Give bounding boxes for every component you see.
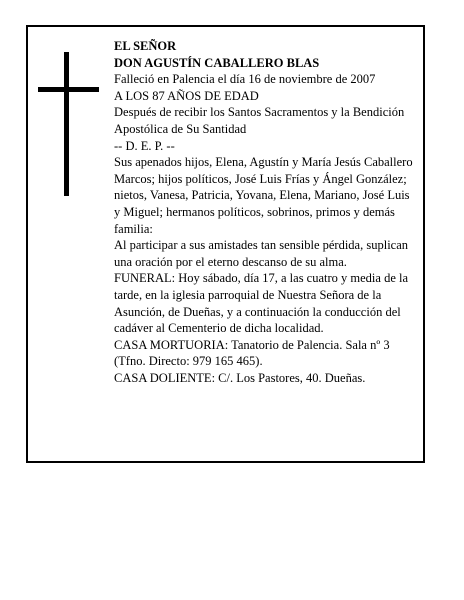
mourning-home-info: CASA DOLIENTE: C/. Los Pastores, 40. Dueñas. (114, 370, 366, 385)
cross-horizontal-bar (38, 87, 99, 92)
death-date-place: Falleció en Palencia el día 16 de noviembre de 2007 (114, 72, 376, 87)
rip-line: -- D. E. P. -- (114, 138, 175, 153)
mortuary-info: CASA MORTUORIA: Tanatorio de Palencia. Sala nº 3 (Tfno. Directo: 979 165 465). (114, 337, 390, 369)
age-line: A LOS 87 AÑOS DE EDAD (114, 88, 259, 103)
funeral-info: FUNERAL: Hoy sábado, día 17, a las cuatro y media de la tarde, en la iglesia parroquial de Nuestra Señora de la Asunción, de Dueñas, y a continuación la conducción del cadáver al Cementerio de dicha localidad. (114, 271, 409, 336)
family-list: Sus apenados hijos, Elena, Agustín y María Jesús Caballero Marcos; hijos políticos, José Luis Frías y Ángel González; nietos, Vanesa, Patricia, Yovana, Elena, Mariano, José Luis y Miguel; hermanos políticos, sobrinos, primos y demás familia: (114, 155, 413, 236)
deceased-name: DON AGUSTÍN CABALLERO BLAS (114, 55, 320, 70)
cross-vertical-bar (64, 52, 69, 196)
sacraments-line: Después de recibir los Santos Sacramentos y la Bendición Apostólica de Su Santidad (114, 105, 405, 136)
title-line-1: EL SEÑOR (114, 39, 177, 53)
latin-cross-icon (38, 52, 99, 196)
prayer-request: Al participar a sus amistades tan sensible pérdida, suplican una oración por el eterno descanso de su alma. (114, 238, 409, 269)
obituary-text (114, 38, 414, 386)
